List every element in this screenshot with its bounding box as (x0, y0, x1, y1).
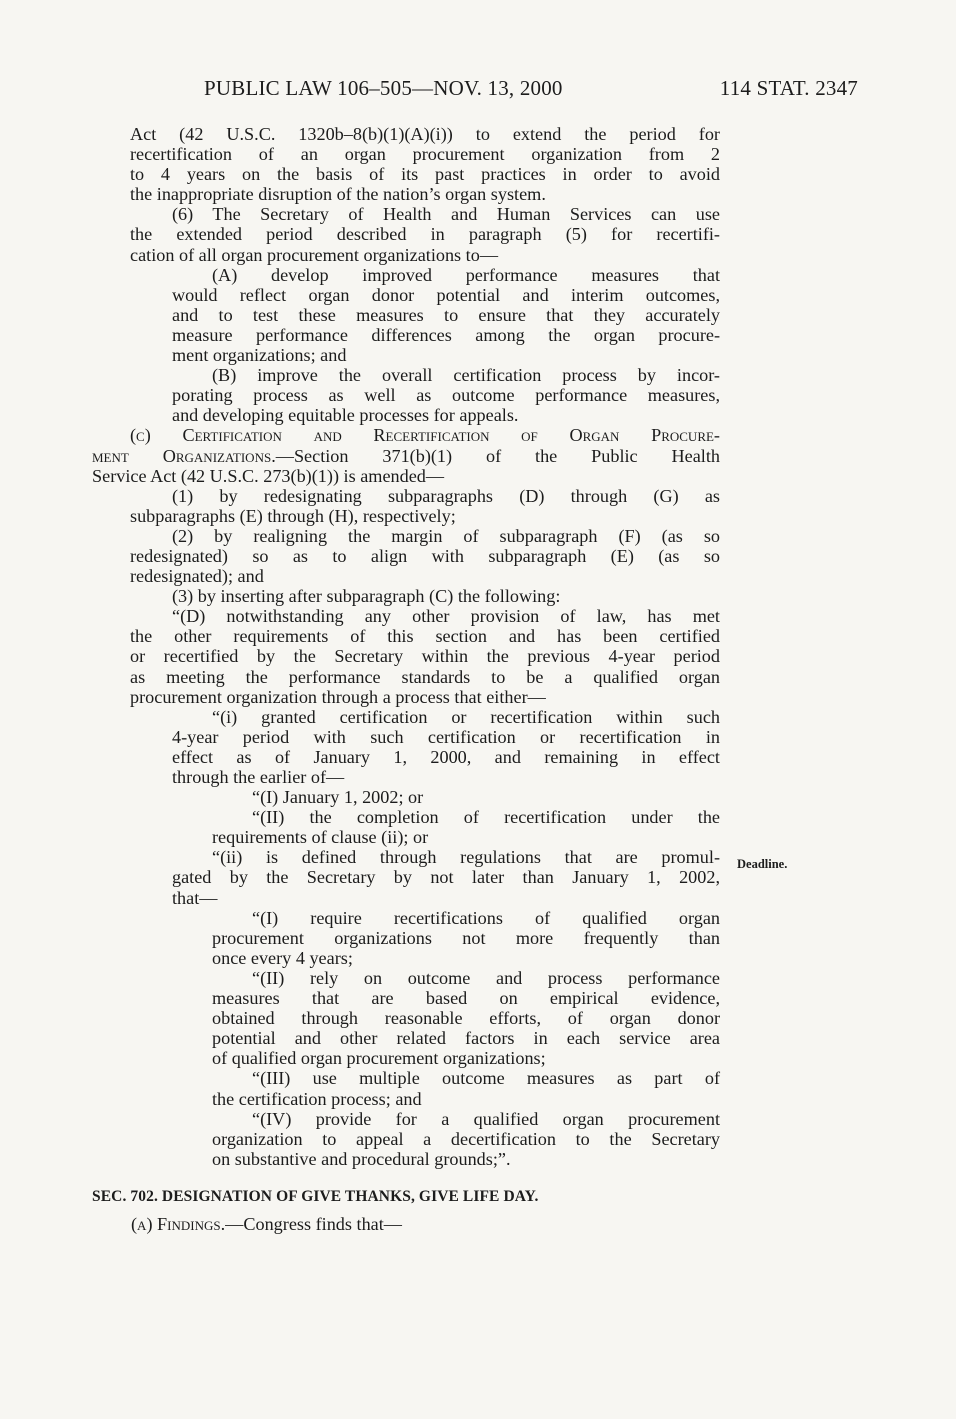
text-line: porating process as well as outcome performance measures, (172, 385, 720, 406)
text-line: (A) develop improved performance measures that (212, 264, 720, 285)
text-line: “(ii) is defined through regulations that are promul- (212, 847, 720, 868)
text-line: redesignated); and (130, 566, 264, 587)
text-line: (1) by redesignating subparagraphs (D) through (G) as (172, 485, 720, 506)
text-line: once every 4 years; (212, 947, 353, 968)
text-line: “(i) granted certification or recertification within such (212, 706, 720, 727)
text-line: 4-year period with such certification or recertification in (172, 726, 720, 747)
line-remainder: —Section 371(b)(1) of the Public Health (275, 445, 720, 466)
findings-paragraph (131, 1214, 402, 1234)
text-line: gated by the Secretary by not later than January 1, 2002, (172, 867, 720, 888)
text-line: ment organizations; and (172, 345, 347, 366)
text-line: potential and other related factors in each service area (212, 1028, 720, 1049)
text-line: measure performance differences among the organ procure- (172, 324, 720, 345)
text-line: recertification of an organ procurement organization from 2 (130, 144, 720, 165)
text-line: requirements of clause (ii); or (212, 827, 429, 848)
text-line: organization to appeal a decertification to the Secretary (212, 1128, 720, 1149)
text-line: redesignated) so as to align with subparagraph (E) (as so (130, 545, 720, 566)
text-line: the extended period described in paragraph (5) for recertifi- (130, 224, 720, 245)
text-line: Act (42 U.S.C. 1320b–8(b)(1)(A)(i)) to extend the period for (130, 124, 720, 144)
text-line: obtained through reasonable efforts, of organ donor (212, 1008, 720, 1029)
text-line: the inappropriate disruption of the nation’s organ system. (130, 184, 546, 205)
text-line: “(IV) provide for a qualified organ procurement (252, 1108, 720, 1129)
page-header (204, 76, 864, 104)
text-line: through the earlier of— (172, 767, 345, 787)
findings-text: —Congress finds that— (225, 1214, 402, 1234)
text-line: “(I) January 1, 2002; or (252, 787, 424, 808)
text-line: the other requirements of this section and has been certified (130, 626, 720, 647)
running-head: PUBLIC LAW 106–505—NOV. 13, 2000 (204, 76, 563, 100)
text-line: “(I) require recertifications of qualified organ (252, 907, 720, 928)
text-line: the certification process; and (212, 1088, 422, 1109)
margin-note-deadline: Deadline. (737, 857, 788, 871)
text-line: Service Act (42 U.S.C. 273(b)(1)) is amended— (92, 465, 445, 486)
text-line: measures that are based on empirical evidence, (212, 988, 720, 1009)
text-line: (6) The Secretary of Health and Human Services can use (172, 204, 720, 225)
text-line: to 4 years on the basis of its past practices in order to avoid (130, 164, 720, 185)
text-line: that— (172, 887, 218, 908)
text-line: or recertified by the Secretary within the previous 4-year period (130, 646, 720, 667)
text-line (92, 446, 720, 466)
text-line: “(D) notwithstanding any other provision of law, has met (172, 606, 720, 627)
text-line: procurement organization through a process that either— (130, 686, 546, 707)
statute-page-number: 114 STAT. 2347 (719, 76, 858, 100)
text-line: (c) Certification and Recertification of Organ Procure- (130, 425, 720, 446)
text-line: subparagraphs (E) through (H), respectively; (130, 505, 456, 526)
text-line: “(II) the completion of recertification under the (252, 807, 720, 828)
text-line: would reflect organ donor potential and interim outcomes, (172, 284, 720, 305)
text-line: on substantive and procedural grounds;”. (212, 1148, 511, 1169)
small-caps-heading: ment Organizations. (92, 445, 276, 466)
section-heading: SEC. 702. DESIGNATION OF GIVE THANKS, GIVE LIFE DAY. (92, 1188, 539, 1205)
text-line: (B) improve the overall certification process by incor- (212, 365, 720, 386)
text-line: “(III) use multiple outcome measures as part of (252, 1068, 720, 1089)
text-line: “(II) rely on outcome and process performance (252, 967, 720, 988)
text-line: and to test these measures to ensure that they accurately (172, 304, 720, 325)
text-line: and developing equitable processes for appeals. (172, 405, 519, 426)
text-line: procurement organizations not more frequently than (212, 927, 720, 948)
text-line: (3) by inserting after subparagraph (C) the following: (172, 586, 561, 607)
text-line: as meeting the performance standards to be a qualified organ (130, 666, 720, 687)
text-line: (2) by realigning the margin of subparagraph (F) (as so (172, 525, 720, 546)
findings-label: (a) Findings. (131, 1214, 226, 1234)
text-line: cation of all organ procurement organizations to— (130, 244, 499, 265)
text-line: effect as of January 1, 2000, and remaining in effect (172, 746, 720, 767)
text-line: of qualified organ procurement organizations; (212, 1048, 546, 1069)
body-text (92, 124, 720, 1169)
